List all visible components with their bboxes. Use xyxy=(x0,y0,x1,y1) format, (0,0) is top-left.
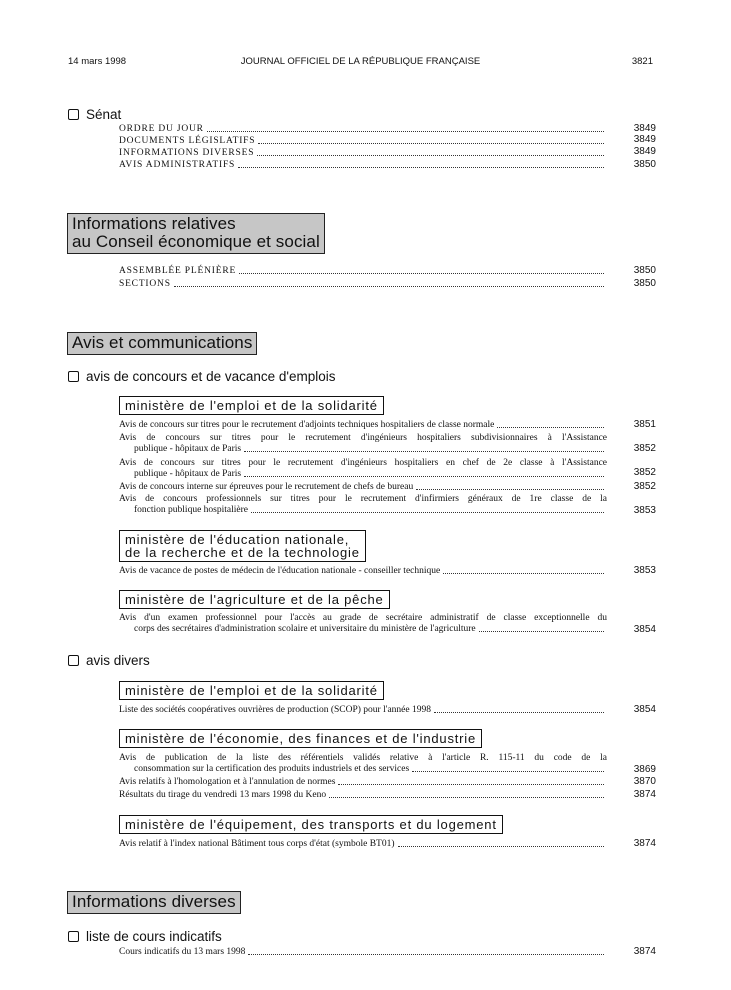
checkbox-square-icon xyxy=(68,109,79,120)
page-header xyxy=(68,56,653,70)
section-banner-ces: Informations relatives au Conseil économique et social xyxy=(67,213,325,254)
toc-entry[interactable]: Avis d'un examen professionnel pour l'accès au grade de secrétaire administratif de classe exceptionnelle du corps des secrétaires d'administration scolaire et universitaire du ministère de l'agriculture xyxy=(119,613,607,634)
toc-page-number: 3874 xyxy=(633,946,656,957)
toc-page-number: 3854 xyxy=(633,624,656,635)
toc-entry[interactable]: Avis de concours professionnels sur titres pour le recrutement d'infirmiers généraux de 1re classe de la fonction publique hospitalière xyxy=(119,494,607,515)
toc-page-number: 3849 xyxy=(633,123,656,134)
ministry-heading: ministère de l'économie, des finances et de l'industrie xyxy=(119,729,482,748)
toc-entry[interactable]: ASSEMBLÉE PLÉNIÈRE xyxy=(119,266,607,277)
toc-entry[interactable]: Liste des sociétés coopératives ouvrières de production (SCOP) pour l'année 1998 xyxy=(119,705,607,716)
toc-entry[interactable]: Avis de concours sur titres pour le recrutement d'adjoints techniques hospitaliers de classe normale xyxy=(119,420,607,431)
toc-page-number: 3850 xyxy=(633,159,656,170)
toc-page-number: 3854 xyxy=(633,704,656,715)
toc-entry[interactable]: Avis de concours sur titres pour le recrutement d'ingénieurs hospitaliers en chef de 2e classe à l'Assistance publique - hôpitaux de Paris xyxy=(119,458,607,479)
toc-page-number: 3850 xyxy=(633,278,656,289)
section-banner-infos: Informations diverses xyxy=(67,891,241,914)
toc-entry[interactable]: ORDRE DU JOUR xyxy=(119,124,607,135)
toc-page-number: 3849 xyxy=(633,134,656,145)
toc-entry[interactable]: AVIS ADMINISTRATIFS xyxy=(119,160,607,171)
section-cours-title: liste de cours indicatifs xyxy=(68,929,222,944)
section-divers-title: avis divers xyxy=(68,653,150,668)
toc-page-number: 3849 xyxy=(633,146,656,157)
section-senat-title: Sénat xyxy=(68,107,121,122)
toc-page-number: 3851 xyxy=(633,419,656,430)
toc-page-number: 3852 xyxy=(633,467,656,478)
toc-page-number: 3874 xyxy=(633,789,656,800)
toc-entry[interactable]: Résultats du tirage du vendredi 13 mars 1998 du Keno xyxy=(119,790,607,801)
checkbox-square-icon xyxy=(68,931,79,942)
ministry-heading: ministère de l'équipement, des transports et du logement xyxy=(119,815,503,834)
ministry-heading: ministère de l'emploi et de la solidarité xyxy=(119,681,384,700)
journal-title: JOURNAL OFFICIEL DE LA RÉPUBLIQUE FRANÇAISE xyxy=(240,56,481,67)
toc-entry[interactable]: Avis de publication de la liste des référentiels validés relative à l'article R. 115-11 du code de la consommation sur la certification des produits industriels et des services xyxy=(119,753,607,774)
toc-entry[interactable]: Avis relatifs à l'homologation et à l'annulation de normes xyxy=(119,777,607,788)
toc-page-number: 3850 xyxy=(633,265,656,276)
toc-page-number: 3874 xyxy=(633,838,656,849)
checkbox-square-icon xyxy=(68,371,79,382)
toc-page-number: 3852 xyxy=(633,481,656,492)
issue-date: 14 mars 1998 xyxy=(68,56,127,67)
ministry-heading: ministère de l'éducation nationale, de la recherche et de la technologie xyxy=(119,530,366,562)
toc-page-number: 3853 xyxy=(633,505,656,516)
toc-entry[interactable]: Avis de concours interne sur épreuves pour le recrutement de chefs de bureau xyxy=(119,482,607,493)
toc-entry[interactable]: INFORMATIONS DIVERSES xyxy=(119,148,607,159)
toc-entry[interactable]: SECTIONS xyxy=(119,279,607,290)
toc-entry[interactable]: Cours indicatifs du 13 mars 1998 xyxy=(119,947,607,958)
section-banner-avis: Avis et communications xyxy=(67,332,257,355)
toc-entry[interactable]: Avis de vacance de postes de médecin de l'éducation nationale - conseiller technique xyxy=(119,566,607,577)
toc-page-number: 3870 xyxy=(633,776,656,787)
toc-entry[interactable]: Avis de concours sur titres pour le recrutement d'ingénieurs hospitaliers subdivisionnaires à l'Assistance publique - hôpitaux de Paris xyxy=(119,433,607,454)
toc-page-number: 3869 xyxy=(633,764,656,775)
ministry-heading: ministère de l'emploi et de la solidarité xyxy=(119,396,384,415)
ministry-heading: ministère de l'agriculture et de la pêche xyxy=(119,590,390,609)
toc-entry[interactable]: Avis relatif à l'index national Bâtiment tous corps d'état (symbole BT01) xyxy=(119,839,607,850)
toc-page-number: 3852 xyxy=(633,443,656,454)
section-concours-title: avis de concours et de vacance d'emplois xyxy=(68,369,335,384)
toc-page-number: 3853 xyxy=(633,565,656,576)
checkbox-square-icon xyxy=(68,655,79,666)
toc-entry[interactable]: DOCUMENTS LÉGISLATIFS xyxy=(119,136,607,147)
page-number: 3821 xyxy=(631,56,653,67)
